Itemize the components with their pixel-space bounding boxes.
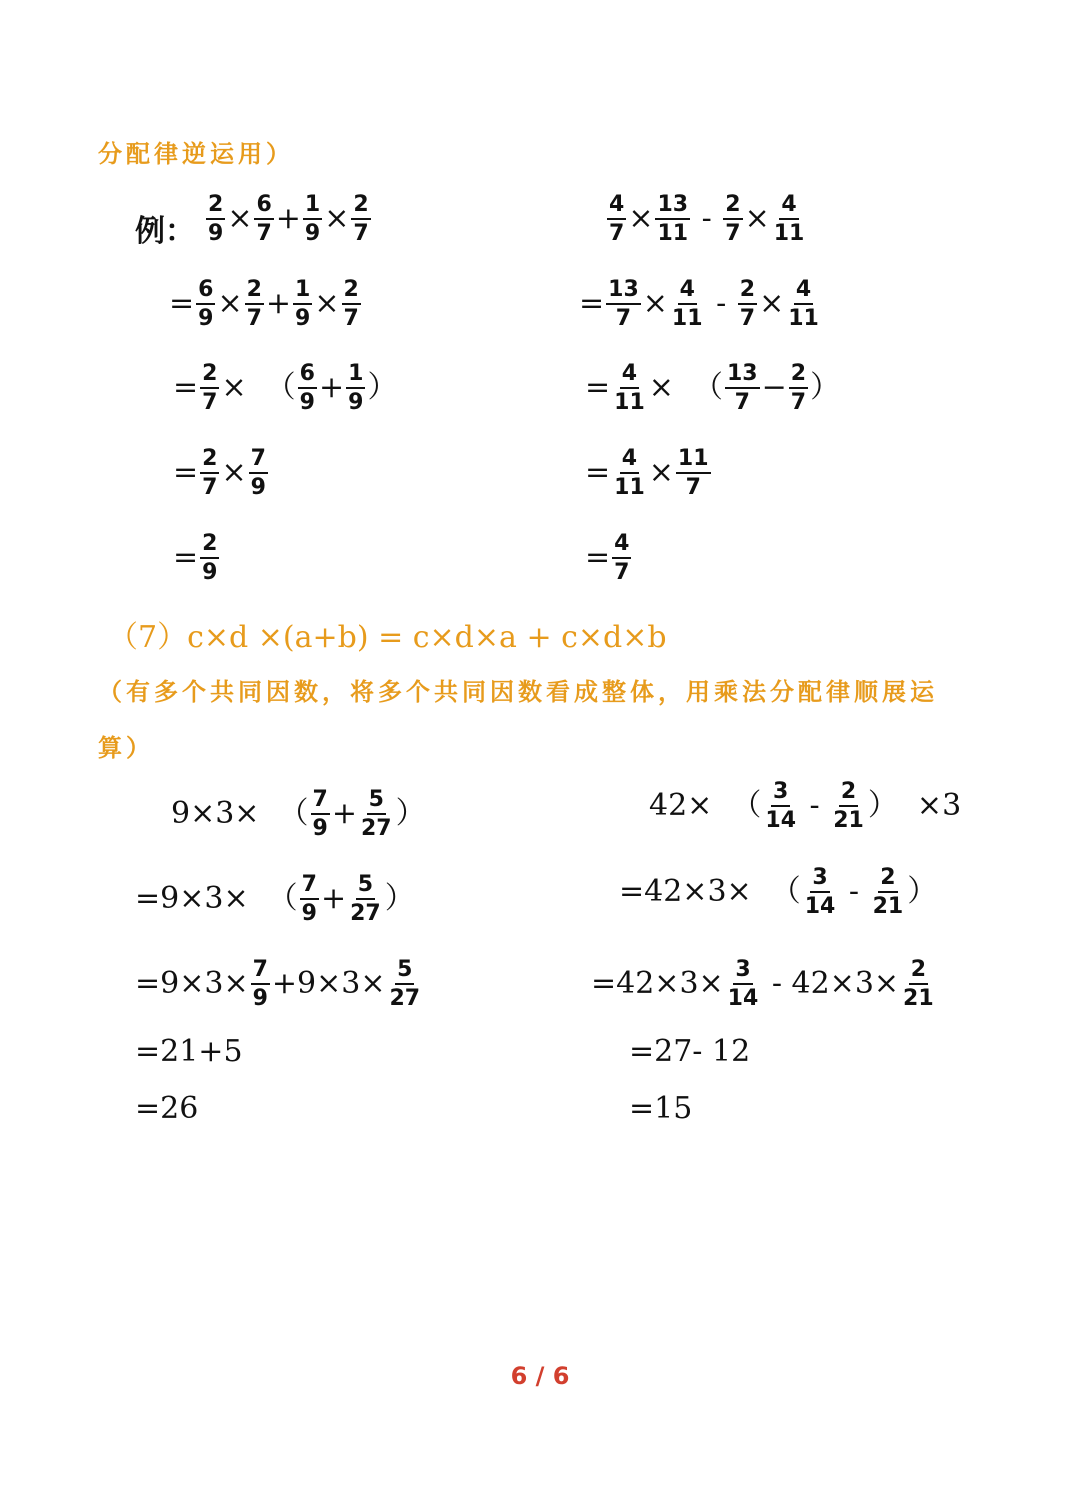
expression-text: 42× （ <box>649 788 762 824</box>
fraction <box>311 788 330 840</box>
fraction-denominator: 7 <box>202 475 218 501</box>
example1-right-line-4 <box>584 447 712 499</box>
example2-left-line-5 <box>134 1091 199 1126</box>
example1-left-line-5 <box>172 532 220 584</box>
fraction-denominator: 9 <box>312 816 328 842</box>
fraction-denominator: 9 <box>301 901 317 927</box>
expression-text: ） ×3 <box>867 788 962 824</box>
page-number: 6 / 6 <box>510 1362 570 1390</box>
fraction-numerator: 2 <box>200 447 219 474</box>
fraction <box>901 958 936 1010</box>
example2-left-line-2 <box>134 873 416 925</box>
fraction-denominator: 9 <box>250 475 266 501</box>
fraction-numerator: 6 <box>298 362 317 389</box>
fraction <box>772 193 807 245</box>
fraction-denominator: 7 <box>739 306 756 332</box>
fraction-denominator: 9 <box>208 221 224 247</box>
expression-text: - <box>800 788 830 824</box>
fraction <box>245 278 264 330</box>
fraction <box>606 278 641 330</box>
example2-left-line-3 <box>134 958 423 1010</box>
expression-text: + <box>265 286 292 322</box>
fraction <box>346 362 365 414</box>
expression-text: = <box>585 540 611 576</box>
expression-text: + <box>320 881 347 917</box>
fraction <box>388 958 423 1010</box>
fraction-numerator: 5 <box>367 788 386 815</box>
fraction-numerator: 4 <box>607 193 626 220</box>
fraction-numerator: 7 <box>249 447 268 474</box>
fraction-numerator: 13 <box>655 193 690 220</box>
fraction <box>871 866 906 918</box>
expression-text: × （ <box>221 370 296 406</box>
fraction <box>738 278 757 330</box>
fraction <box>342 278 361 330</box>
fraction-numerator: 2 <box>200 362 219 389</box>
example2-right-line-4 <box>628 1034 751 1069</box>
fraction-denominator: 9 <box>252 986 268 1012</box>
fraction-denominator: 21 <box>903 986 934 1012</box>
fraction-numerator: 3 <box>810 866 829 893</box>
fraction <box>359 788 394 840</box>
fraction <box>303 193 322 245</box>
fraction-denominator: 7 <box>609 221 625 247</box>
fraction-numerator: 4 <box>612 532 631 559</box>
fraction-denominator: 9 <box>304 221 321 247</box>
expression-text: =9×3× （ <box>135 881 298 917</box>
fraction-numerator: 1 <box>346 362 365 389</box>
fraction-numerator: 2 <box>738 278 757 305</box>
expression-text: × <box>314 286 340 322</box>
fraction <box>726 958 761 1010</box>
fraction <box>300 873 319 925</box>
expression-text: =26 <box>135 1091 199 1126</box>
fraction-denominator: 7 <box>614 560 630 586</box>
fraction <box>676 447 711 499</box>
fraction <box>612 447 647 499</box>
fraction-denominator: 21 <box>872 894 904 920</box>
expression-text: - 42×3× <box>762 966 900 1002</box>
fraction-numerator: 7 <box>300 873 319 900</box>
fraction <box>196 278 215 330</box>
expression-text: × <box>227 201 253 237</box>
fraction-numerator: 5 <box>356 873 375 900</box>
expression-text: - <box>692 201 722 237</box>
fraction-denominator: 7 <box>343 306 359 332</box>
fraction <box>612 362 647 414</box>
fraction-denominator: 11 <box>614 390 645 416</box>
expression-text: = <box>169 286 195 322</box>
expression-text: =27- 12 <box>629 1034 751 1069</box>
fraction-numerator: 2 <box>351 193 370 220</box>
example1-left-line-3 <box>172 362 398 414</box>
fraction-numerator: 3 <box>771 780 790 807</box>
expression-text: = <box>173 455 199 491</box>
fraction <box>251 958 270 1010</box>
fraction-numerator: 4 <box>779 193 798 220</box>
expression-text: × <box>744 201 770 237</box>
fraction <box>831 780 866 832</box>
fraction-denominator: 7 <box>353 221 369 247</box>
expression-text: - <box>706 286 736 322</box>
fraction-denominator: 14 <box>727 986 759 1012</box>
example1-left-line-1 <box>205 193 372 245</box>
expression-text: 9×3× （ <box>171 796 309 832</box>
fraction <box>763 780 798 832</box>
expression-text: =15 <box>629 1091 693 1126</box>
fraction-numerator: 2 <box>909 958 928 985</box>
example1-right-line-5 <box>584 532 632 584</box>
fraction-numerator: 2 <box>245 278 264 305</box>
fraction-numerator: 1 <box>303 193 322 220</box>
fraction-denominator: 14 <box>804 894 836 920</box>
example1-left-line-2 <box>168 278 362 330</box>
expression-text: × <box>221 455 247 491</box>
expression-text: × <box>642 286 668 322</box>
fraction-numerator: 4 <box>620 447 639 474</box>
fraction-numerator: 4 <box>620 362 639 389</box>
fraction-numerator: 11 <box>676 447 711 474</box>
fraction-denominator: 11 <box>788 306 819 332</box>
fraction <box>206 193 225 245</box>
expression-text: = <box>173 540 199 576</box>
fraction-denominator: 27 <box>360 816 392 842</box>
fraction-denominator: 11 <box>671 306 703 332</box>
fraction-numerator: 2 <box>789 362 808 389</box>
fraction <box>803 866 838 918</box>
example2-left-line-4 <box>134 1034 244 1069</box>
expression-text: + <box>331 796 357 832</box>
expression-text: = <box>579 286 605 322</box>
fraction <box>249 447 268 499</box>
expression-text: × <box>217 286 243 322</box>
expression-text: +9×3× <box>271 966 386 1002</box>
rule-7-formula: （7）c×d ×(a+b) = c×d×a + c×d×b <box>108 620 667 655</box>
fraction <box>298 362 317 414</box>
expression-text: ） <box>395 796 426 832</box>
fraction-numerator: 2 <box>200 532 219 559</box>
fraction <box>200 447 219 499</box>
fraction-numerator: 2 <box>342 278 361 305</box>
fraction-numerator: 1 <box>293 278 312 305</box>
fraction <box>655 193 690 245</box>
fraction-numerator: 2 <box>839 780 858 807</box>
fraction-numerator: 2 <box>723 193 742 220</box>
fraction <box>200 532 219 584</box>
expression-text: × <box>324 201 350 237</box>
expression-text: ） <box>367 370 398 406</box>
fraction-denominator: 11 <box>773 221 805 247</box>
expression-text: = <box>585 455 611 491</box>
expression-text: × <box>628 201 654 237</box>
fraction-numerator: 4 <box>794 278 813 305</box>
fraction-denominator: 9 <box>198 306 214 332</box>
expression-text: ） <box>384 881 415 917</box>
fraction <box>607 193 626 245</box>
expression-text: + <box>275 201 301 237</box>
section-heading-continuation: 分配律逆运用） <box>98 140 294 168</box>
fraction-numerator: 2 <box>878 866 897 893</box>
fraction-denominator: 9 <box>299 390 315 416</box>
expression-text: =42×3× <box>591 966 724 1002</box>
fraction-denominator: 7 <box>790 390 807 416</box>
expression-text: =42×3× （ <box>619 874 801 910</box>
example1-right-line-3 <box>584 362 841 414</box>
fraction-numerator: 6 <box>254 193 273 220</box>
fraction-numerator: 13 <box>725 362 760 389</box>
fraction <box>351 193 370 245</box>
expression-text: - <box>839 874 869 910</box>
fraction-denominator: 14 <box>765 808 797 834</box>
expression-text: ） <box>907 874 938 910</box>
expression-text: × <box>648 455 674 491</box>
rule-7-note-line-1: （有多个共同因数，将多个共同因数看成整体，用乘法分配律顺展运 <box>98 678 938 706</box>
expression-text: × （ <box>648 370 723 406</box>
rule-7-note-line-2: 算） <box>98 734 154 762</box>
fraction-denominator: 7 <box>685 475 701 501</box>
fraction-numerator: 4 <box>678 278 697 305</box>
example2-right-line-5 <box>628 1091 693 1126</box>
fraction-denominator: 27 <box>389 986 421 1012</box>
fraction-denominator: 7 <box>725 221 741 247</box>
example2-right-line-1 <box>648 780 962 832</box>
fraction-numerator: 2 <box>206 193 225 220</box>
fraction-numerator: 7 <box>251 958 270 985</box>
example-label: 例： <box>135 214 195 249</box>
fraction <box>670 278 705 330</box>
fraction <box>254 193 273 245</box>
fraction-denominator: 9 <box>202 560 218 586</box>
fraction <box>786 278 821 330</box>
fraction-denominator: 7 <box>256 221 272 247</box>
fraction-denominator: 9 <box>348 390 364 416</box>
fraction-denominator: 11 <box>614 475 645 501</box>
fraction-denominator: 9 <box>295 306 311 332</box>
expression-text: = <box>173 370 199 406</box>
fraction-numerator: 3 <box>733 958 752 985</box>
fraction-denominator: 27 <box>350 901 381 927</box>
example1-left-line-4 <box>172 447 269 499</box>
fraction-denominator: 7 <box>202 390 218 416</box>
fraction <box>725 362 760 414</box>
fraction-numerator: 13 <box>606 278 641 305</box>
fraction-numerator: 5 <box>395 958 414 985</box>
expression-text: =21+5 <box>135 1034 243 1069</box>
fraction-denominator: 7 <box>246 306 262 332</box>
fraction <box>612 532 631 584</box>
fraction-denominator: 11 <box>657 221 689 247</box>
fraction <box>293 278 312 330</box>
expression-text: + <box>318 370 345 406</box>
expression-text: = <box>585 370 611 406</box>
expression-text: ） <box>810 370 841 406</box>
fraction-denominator: 21 <box>833 808 864 834</box>
fraction-numerator: 7 <box>311 788 330 815</box>
fraction-denominator: 7 <box>734 390 750 416</box>
example1-right-line-1 <box>606 193 807 245</box>
expression-text: − <box>761 370 787 406</box>
example2-right-line-2 <box>618 866 938 918</box>
fraction-denominator: 7 <box>615 306 632 332</box>
example2-right-line-3 <box>590 958 937 1010</box>
fraction <box>723 193 742 245</box>
expression-text: × <box>759 286 785 322</box>
fraction-numerator: 6 <box>196 278 215 305</box>
fraction <box>789 362 808 414</box>
example2-left-line-1 <box>170 788 427 840</box>
expression-text: =9×3× <box>135 966 249 1002</box>
fraction <box>348 873 383 925</box>
fraction <box>200 362 219 414</box>
example1-right-line-2 <box>578 278 822 330</box>
